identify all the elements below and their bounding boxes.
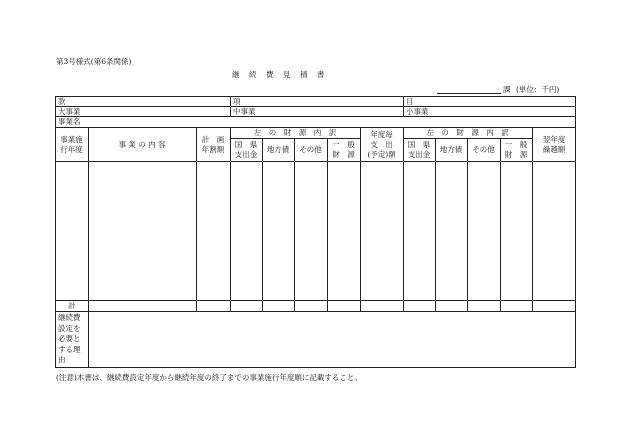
department-suffix: 課 [503, 85, 511, 94]
header-finance-breakdown-2: 左 の 財 源 内 訳 [426, 127, 509, 137]
header-plan-amount: 計 画 年割額 [201, 134, 225, 154]
header-yearly-amount: 年度毎 支 出 (予定)額 [367, 129, 396, 159]
header-kokken-1: 国 県 支出金 [234, 140, 258, 159]
label-chu-jigyo: 中事業 [233, 107, 256, 116]
header-sonota-2: その他 [472, 145, 495, 154]
unit-note: (単位：千円) [516, 85, 560, 94]
header-sonota-1: その他 [299, 145, 322, 154]
label-jigyo-mei: 事業名 [58, 117, 81, 126]
header-chihosai-1: 地方債 [266, 145, 290, 154]
reason-label: 継続費 設定を 必要と する理 由 [58, 313, 81, 364]
header-kokken-2: 国 県 支出金 [407, 140, 431, 159]
header-finance-breakdown-1: 左 の 財 源 内 訳 [253, 127, 337, 137]
header-chihosai-2: 地方債 [439, 145, 463, 154]
header-year: 事業施 行年度 [60, 134, 83, 154]
label-moku: 目 [406, 97, 414, 106]
document-title: 継 続 費 見 積 書 [232, 70, 326, 79]
header-ippan-2: 一 般 財 源 [504, 140, 528, 159]
label-kan: 款 [58, 97, 66, 106]
header-content: 事 業 の 内 容 [118, 139, 166, 149]
label-sho-jigyo: 小事業 [406, 107, 429, 116]
header-ippan-1: 一 般 財 源 [332, 140, 355, 159]
label-dai-jigyo: 大事業 [58, 107, 81, 116]
total-label: 計 [68, 301, 76, 310]
header-next-year-carryover: 翌年度 繰越額 [542, 134, 566, 154]
form-code: 第3号様式(第6条関係) [56, 57, 132, 66]
footnote: (注意)本書は、継続費設定年度から継続年度の終了までの事業施行年度順に記載すること。 [56, 373, 362, 382]
label-kou: 項 [233, 97, 241, 106]
